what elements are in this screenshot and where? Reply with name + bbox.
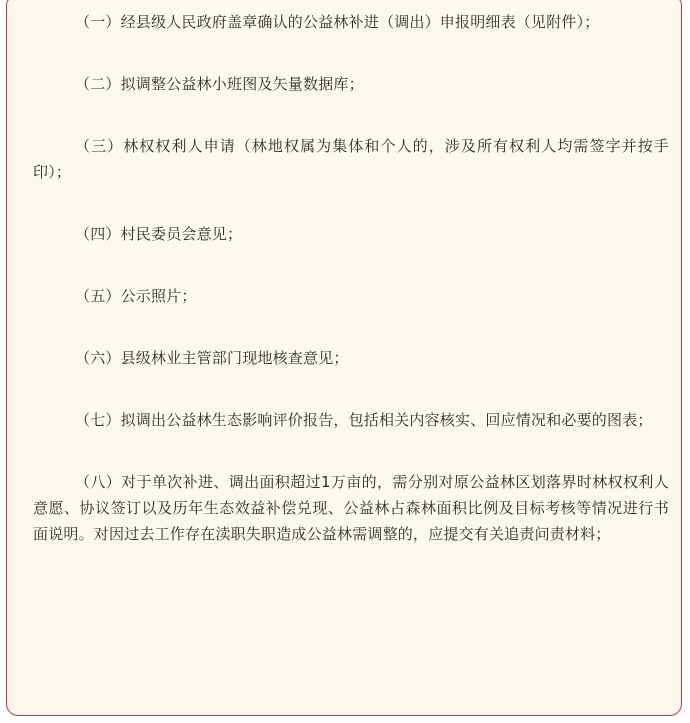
list-item-1: （一）经县级人民政府盖章确认的公益林补进（调出）申报明细表（见附件）； (75, 13, 600, 31)
document-body (33, 9, 669, 583)
list-item-5: （五）公示照片； (75, 287, 197, 305)
list-item-4: （四）村民委员会意见； (75, 225, 243, 243)
list-item-7: （七）拟调出公益林生态影响评价报告，包括相关内容核实、回应情况和必要的图表； (75, 411, 653, 429)
list-item-6: （六）县级林业主管部门现地核查意见； (75, 349, 349, 367)
list-item-8: （八）对于单次补进、调出面积超过1万亩的，需分别对原公益林区划落界时林权权利人意愿、协议签订以及历年生态效益补偿兑现、公益林占森林面积比例及目标考核等情况进行书面说明。对因过去工作存在渎职失职造成公益林需调整的，应提交有关追责问责材料； (33, 473, 669, 543)
document-frame (6, 0, 682, 716)
list-item-3: （三）林权权利人申请（林地权属为集体和个人的，涉及所有权利人均需签字并按手印）； (33, 137, 669, 181)
list-item-2: （二）拟调整公益林小班图及矢量数据库； (75, 75, 364, 93)
